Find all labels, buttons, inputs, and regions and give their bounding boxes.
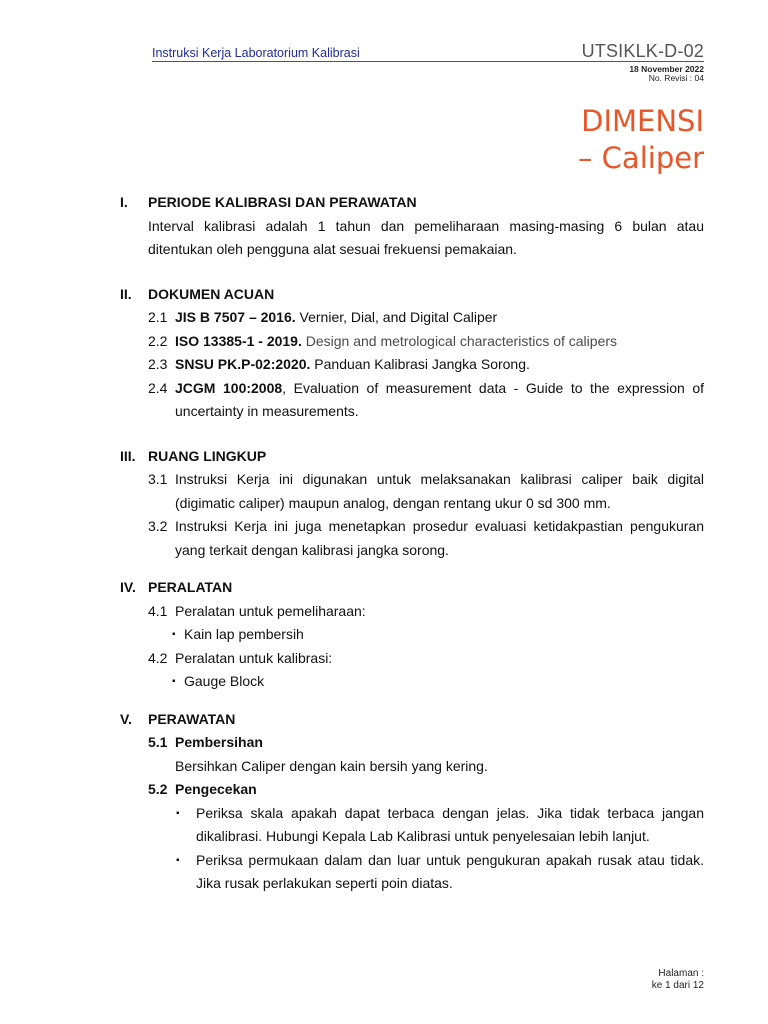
- header-title: Instruksi Kerja Laboratorium Kalibrasi: [152, 46, 360, 60]
- section-title: PERAWATAN: [148, 710, 236, 727]
- equipment-item: [120, 647, 704, 671]
- section-number: V.: [120, 710, 132, 727]
- reference-code: JCGM 100:2008: [175, 379, 283, 396]
- reference-text: Panduan Kalibrasi Jangka Sorong.: [310, 356, 530, 372]
- equipment-text: Peralatan untuk pemeliharaan:: [175, 602, 366, 619]
- bullet-icon: ▪: [176, 807, 180, 819]
- bullet-item: [120, 802, 704, 849]
- subsection-paragraph: Bersihkan Caliper dengan kain bersih yang kering.: [175, 757, 488, 774]
- page-title: [578, 103, 704, 177]
- section-number: II.: [120, 285, 132, 302]
- equipment-item: [120, 600, 704, 624]
- section-heading-3: [120, 445, 704, 469]
- reference-code: ISO 13385-1 - 2019.: [175, 332, 302, 349]
- bullet-text: Periksa permukaan dalam dan luar untuk pengukuran apakah rusak atau tidak. Jika rusak perlakukan seperti poin diatas.: [196, 851, 704, 891]
- scope-item: [120, 515, 704, 562]
- title-line-2: – Caliper: [577, 141, 704, 175]
- section-title: PERIODE KALIBRASI DAN PERAWATAN: [148, 194, 417, 210]
- reference-item: [120, 330, 704, 354]
- section-heading-2: [120, 283, 704, 307]
- bullet-item: [120, 849, 704, 896]
- subsection-title: Pengecekan: [175, 781, 257, 797]
- section-heading-1: [120, 191, 704, 215]
- reference-code: SNSU PK.P-02:2020.: [175, 356, 311, 372]
- section-paragraph: Interval kalibrasi adalah 1 tahun dan pemeliharaan masing-masing 6 bulan atau ditentukan oleh pengguna alat sesuai frekuensi pemakaian.: [148, 217, 704, 257]
- reference-item: [120, 306, 704, 330]
- bullet-icon: ▪: [176, 854, 180, 866]
- reference-text: Design and metrological characteristics of calipers: [301, 332, 618, 349]
- reference-item: [120, 377, 704, 424]
- bullet-item: [120, 623, 704, 647]
- bullet-item: [120, 670, 704, 694]
- section-number: I.: [120, 194, 128, 210]
- subsection-title: Pembersihan: [175, 734, 263, 750]
- item-number: 5.1: [148, 734, 168, 750]
- section-number: IV.: [120, 579, 136, 595]
- item-number: 4.1: [148, 602, 168, 619]
- reference-text: Vernier, Dial, and Digital Caliper: [295, 309, 498, 325]
- bullet-text: Gauge Block: [184, 673, 265, 689]
- section-title: DOKUMEN ACUAN: [148, 285, 275, 302]
- section-number: III.: [120, 447, 136, 464]
- revision-number: No. Revisi : 04: [648, 73, 704, 83]
- document-code: UTSIKLK-D-02: [581, 41, 704, 61]
- scope-item: [120, 468, 704, 515]
- footer-page-number: ke 1 dari 12: [651, 980, 704, 991]
- scope-text: Instruksi Kerja ini juga menetapkan prosedur evaluasi ketidakpastian pengukuran yang terkait dengan kalibrasi jangka sorong.: [175, 518, 704, 558]
- page-footer: [652, 968, 704, 992]
- subsection-heading: [120, 778, 704, 802]
- item-number: 3.2: [148, 518, 168, 534]
- section-heading-5: [120, 708, 704, 732]
- title-line-1: DIMENSI: [581, 104, 704, 138]
- item-number: 2.4: [148, 379, 168, 396]
- item-number: 2.2: [148, 332, 168, 349]
- item-number: 4.2: [148, 649, 168, 666]
- reference-item: [120, 353, 704, 377]
- item-number: 3.1: [148, 471, 168, 487]
- item-number: 2.3: [148, 356, 168, 372]
- reference-code: JIS B 7507 – 2016.: [175, 309, 296, 325]
- equipment-text: Peralatan untuk kalibrasi:: [175, 649, 333, 666]
- document-body: [120, 191, 704, 896]
- reference-text: , Evaluation of measurement data - Guide to the expression of uncertainty in measurements.: [175, 379, 704, 419]
- bullet-icon: ▪: [172, 629, 176, 640]
- bullet-icon: ▪: [172, 676, 176, 687]
- bullet-text: Periksa skala apakah dapat terbaca dengan jelas. Jika tidak terbaca jangan dikalibrasi. Hubungi Kepala Lab Kalibrasi untuk penyelesaian lebih lanjut.: [196, 804, 704, 844]
- footer-page-label: Halaman :: [658, 968, 704, 979]
- subsection-heading: [120, 731, 704, 755]
- section-title: PERALATAN: [148, 579, 233, 595]
- item-number: 5.2: [148, 781, 168, 797]
- section-heading-4: [120, 576, 704, 600]
- document-date: 18 November 2022: [629, 64, 704, 74]
- scope-text: Instruksi Kerja ini digunakan untuk melaksanakan kalibrasi caliper baik digital (digimatic caliper) maupun analog, dengan rentang ukur 0 sd 300 mm.: [175, 471, 704, 511]
- item-number: 2.1: [148, 309, 168, 325]
- section-title: RUANG LINGKUP: [148, 447, 267, 464]
- bullet-text: Kain lap pembersih: [184, 626, 304, 642]
